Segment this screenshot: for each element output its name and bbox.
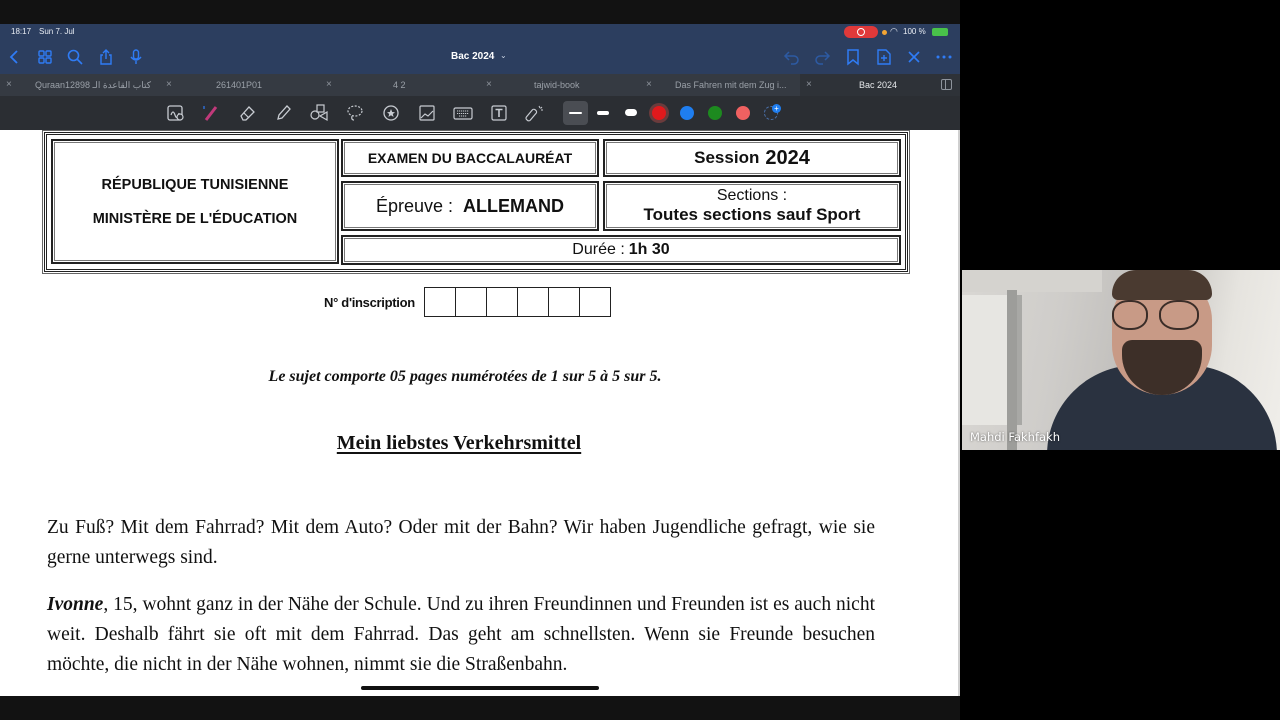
laser-pointer-icon[interactable] [525,104,545,122]
grid-icon[interactable] [36,48,54,66]
pen-icon[interactable] [201,104,221,122]
epreuve-value: ALLEMAND [463,195,565,216]
color-green-button[interactable] [708,106,722,120]
duree-label: Durée : [572,241,625,258]
tab-close-icon[interactable]: × [486,79,492,90]
wifi-icon: ◠ [890,26,898,36]
header-cell-epreuve [341,181,599,231]
header-cell-exam [341,139,599,177]
stroke-thin-icon [569,112,582,114]
color-blue-button[interactable] [680,106,694,120]
battery-percent: 100 % [903,27,926,36]
tab-4-2[interactable]: × 4 2 [320,74,480,96]
intro-paragraph: Zu Fuß? Mit dem Fahrrad? Mit dem Auto? Oder mit der Bahn? Wir haben Jugendliche gefragt, wie sie gerne unterwegs sind. [47,517,875,568]
tab-close-icon[interactable]: × [646,79,652,90]
epreuve-label: Épreuve : [375,195,454,216]
keyboard-icon[interactable] [453,104,473,122]
ministry-text: MINISTÈRE DE L'ÉDUCATION [92,210,298,227]
glasses-icon [1159,300,1199,330]
exam-text: EXAMEN DU BACCALAURÉAT [367,150,573,166]
article-title: Mein liebstes Verkehrsmittel [336,432,582,454]
header-cell-duree [341,235,901,265]
top-letterbox [0,0,960,24]
participant-video-tile[interactable] [962,270,1280,450]
tab-bar [0,74,960,96]
text-box-icon[interactable] [489,104,509,122]
color-pink-button[interactable] [736,106,750,120]
zoom-box-icon[interactable] [166,104,186,122]
inscription-box [455,287,487,317]
redo-icon[interactable] [813,48,831,66]
plus-icon: + [772,104,781,113]
bookmark-icon[interactable] [844,48,862,66]
session-label: Session [694,148,760,167]
status-bar [0,24,960,40]
tab-close-icon[interactable]: × [6,79,12,90]
back-icon[interactable] [6,48,24,66]
highlighter-icon[interactable] [273,104,293,122]
color-red-selected-button[interactable] [652,106,666,120]
sticker-icon[interactable] [381,104,401,122]
header-cell-session [603,139,901,177]
split-view-icon[interactable] [941,79,952,90]
status-time: 18:17 [11,27,32,36]
document-page [0,130,960,696]
header-cell-ministry [51,139,339,264]
inscription-box [548,287,580,317]
tab-das-fahren[interactable]: × Das Fahren mit dem Zug i... [640,74,800,96]
header-cell-sections [603,181,901,231]
ivonne-paragraph [47,590,875,680]
microphone-icon[interactable] [127,48,145,66]
screen-recording-icon[interactable] [844,26,878,38]
tab-quraan[interactable]: × Quraan12898 كتاب القاعدة الـ [0,74,160,96]
share-icon[interactable] [97,48,115,66]
participant-name: Mahdi Fakhfakh [970,430,1061,444]
pages-note: Le sujet comporte 05 pages numérotées de 1 sur 5 à 5 sur 5. [268,368,662,385]
mic-indicator-icon [882,30,887,35]
duree-value: 1h 30 [628,241,670,258]
ivonne-name: Ivonne [47,594,104,615]
video-door-frame [1007,290,1017,450]
image-icon[interactable] [417,104,437,122]
tab-close-icon[interactable]: × [326,79,332,90]
lasso-icon[interactable] [345,104,365,122]
add-page-icon[interactable] [875,48,893,66]
inscription-row [324,286,611,318]
status-date: Sun 7. Jul [39,27,75,36]
republic-text: RÉPUBLIQUE TUNISIENNE [101,176,289,193]
more-icon[interactable] [935,48,953,66]
close-icon[interactable] [905,48,923,66]
sections-label: Sections : [716,187,788,204]
eraser-icon[interactable] [237,104,257,122]
undo-icon[interactable] [783,48,801,66]
annotation-toolbar [0,96,960,130]
inscription-box [486,287,518,317]
video-person-hair [1112,270,1212,300]
inscription-label: N° d'inscription [324,294,415,310]
inscription-box [517,287,549,317]
document-title[interactable]: Bac 2024 [451,51,495,62]
session-year: 2024 [765,146,810,169]
stroke-medium-button[interactable] [597,111,609,115]
sections-value: Toutes sections sauf Sport [643,205,861,224]
search-icon[interactable] [66,48,84,66]
bottom-letterbox [0,696,960,720]
video-ceiling [962,270,1102,292]
tab-tajwid-book[interactable]: × tajwid-book [480,74,640,96]
battery-icon [932,28,948,36]
tab-close-icon[interactable]: × [806,79,812,90]
ivonne-text: , 15, wohnt ganz in der Nähe der Schule. Und zu ihren Freundinnen und Freunden ist es auch nicht weit. Deshalb fährt sie oft mit dem Fahrrad. Das geht am schnellsten. Wenn sie Freunde besuchen möchte, die nicht in der Nähe wohnen, nimmt sie die Straßenbahn. [47,594,875,675]
navigation-bar [0,40,960,74]
home-indicator[interactable] [361,686,599,690]
inscription-box [424,287,456,317]
glasses-icon [1112,300,1148,330]
stroke-thick-button[interactable] [625,109,637,116]
exam-header-table [44,132,908,272]
tab-close-icon[interactable]: × [166,79,172,90]
chevron-down-icon[interactable]: ⌄ [500,51,507,60]
tab-261401p01[interactable]: × 261401P01 [160,74,320,96]
shapes-icon[interactable] [309,104,329,122]
tab-bac-2024[interactable]: × Bac 2024 [800,74,960,96]
inscription-box [579,287,611,317]
